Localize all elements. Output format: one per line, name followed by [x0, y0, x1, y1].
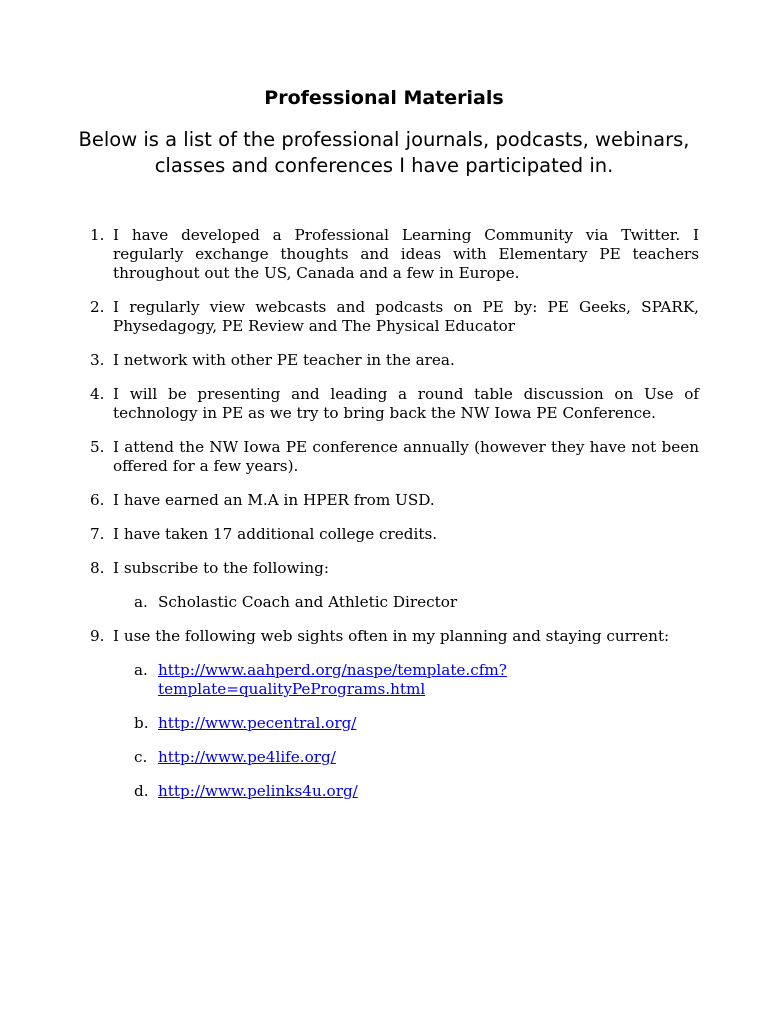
pe4life-link[interactable]: http://www.pe4life.org/ [158, 748, 336, 766]
list-item-text: I network with other PE teacher in the area. [113, 351, 455, 369]
sublist-item [113, 593, 699, 612]
sublist-item [113, 714, 699, 733]
page-subtitle: Below is a list of the professional journals, podcasts, webinars, classes and conferences I have participated in. [78, 128, 690, 177]
list-item-text: I have earned an M.A in HPER from USD. [113, 491, 435, 509]
list-item-text: I will be presenting and leading a round table discussion on Use of technology in PE as we try to bring back the NW Iowa PE Conference. [113, 385, 699, 422]
aahperd-link[interactable] [158, 661, 507, 698]
list-item-text: I have developed a Professional Learning Community via Twitter. I regularly exchange thoughts and ideas with Elementary PE teachers throughout out the US, Canada and a few in Europe. [113, 226, 699, 282]
list-item-7 [0, 525, 768, 544]
list-item-5 [0, 438, 768, 476]
list-item-1 [0, 226, 768, 283]
sublist-letter: d. [134, 782, 149, 800]
link-line[interactable]: http://www.aahperd.org/naspe/template.cfm? [158, 661, 507, 679]
list-item-number: 9. [90, 627, 105, 645]
list-item-number: 4. [90, 385, 105, 403]
page-title: Professional Materials [264, 87, 504, 109]
list-item-text: I attend the NW Iowa PE conference annually (however they have not been offered for a few years). [113, 438, 699, 475]
list-item-text: I have taken 17 additional college credits. [113, 525, 438, 543]
list-item-number: 6. [90, 491, 105, 509]
pelinks4u-link[interactable]: http://www.pelinks4u.org/ [158, 782, 358, 800]
list-item-number: 3. [90, 351, 105, 369]
list-item-number: 1. [90, 226, 105, 244]
list-item-number: 8. [90, 559, 105, 577]
list-item-4 [0, 385, 768, 423]
list-item-9 [0, 627, 768, 801]
materials-list [0, 226, 768, 816]
subscriptions-list [113, 593, 699, 612]
list-item-number: 7. [90, 525, 105, 543]
sublist-item [113, 748, 699, 767]
sublist-item [113, 661, 699, 699]
link-line[interactable]: template=qualityPePrograms.html [158, 680, 426, 698]
list-item-text: I subscribe to the following: [113, 559, 329, 577]
list-item-3 [0, 351, 768, 370]
list-item-2 [0, 298, 768, 336]
list-item-number: 5. [90, 438, 105, 456]
sublist-letter: a. [134, 661, 148, 679]
websites-list [113, 661, 699, 801]
list-item-8 [0, 559, 768, 612]
list-item-6 [0, 491, 768, 510]
list-item-text: I regularly view webcasts and podcasts on PE by: PE Geeks, SPARK, Physedagogy, PE Review and The Physical Educator [113, 298, 699, 335]
sublist-text: Scholastic Coach and Athletic Director [158, 593, 458, 611]
pecentral-link[interactable]: http://www.pecentral.org/ [158, 714, 357, 732]
sublist-item [113, 782, 699, 801]
sublist-letter: a. [134, 593, 148, 611]
list-item-number: 2. [90, 298, 105, 316]
sublist-letter: b. [134, 714, 149, 732]
sublist-letter: c. [134, 748, 148, 766]
list-item-text: I use the following web sights often in my planning and staying current: [113, 627, 670, 645]
